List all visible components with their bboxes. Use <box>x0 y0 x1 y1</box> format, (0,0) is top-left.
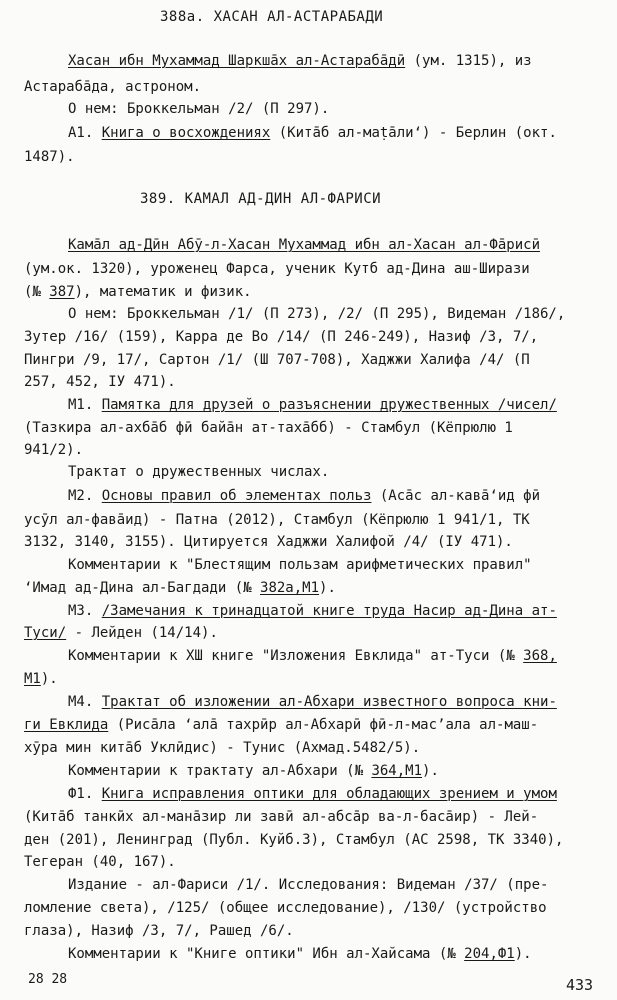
text-line: М1). <box>24 671 58 687</box>
text-line: ден (201), Ленинград (Публ. Куйб.3), Стамбул (АС 2598, ТК 3340), <box>24 832 564 848</box>
text-line: Кама̄л ад-Дӣн Абӯ-л-Хасан Мухаммад ибн ал-Хасан ал-Фа̄рисӣ <box>68 237 541 253</box>
text-line: Комментарии к "Блестящим пользам арифметических правил" <box>68 557 532 573</box>
text-line: Трактат о дружественных числах. <box>68 464 330 480</box>
text-line: глаза), Назиф /3, 7/, Рашед /6/. <box>24 923 294 939</box>
text-line: Хасан ибн Мухаммад Шаркша̄х ал-Астараба̄дӣ (ум. 1315), из <box>68 53 532 69</box>
text-line: М3. /Замечания к тринадцатой книге труда Насир ад-Дина ат- <box>68 603 557 619</box>
text-line: хӯра мин кита̄б Уклӣдис) - Тунис (Ахмад.5482/5). <box>24 740 421 756</box>
text-line: 1487). <box>24 149 75 165</box>
text-line: 941/2). <box>24 442 84 458</box>
page-code: 28 28 <box>28 972 68 987</box>
text-line: М2. Основы правил об элементах польз (Аса̄с ал-кава̄ʻид фӣ <box>68 488 541 504</box>
text-line: Пингри /9, 17/, Сартон /1/ (Ш 707-708), Хаджжи Халифа /4/ (П <box>24 352 530 368</box>
text-line: (Тазкира ал-ахба̄б фӣ байа̄н ат-таха̄бб) - Стамбул (Кёпрюлю 1 <box>24 420 513 436</box>
text-line: (Кита̄б танкӣх ал-мана̄зир ли завӣ ал-абса̄р ва-л-баса̄ир) - Лей- <box>24 809 539 825</box>
text-line: О нем: Броккельман /1/ (П 273), /2/ (П 295), Видеман /186/, <box>68 306 566 322</box>
section-389-heading: 389. КАМАЛ АД-ДИН АЛ-ФАРИСИ <box>140 191 382 207</box>
text-line: Туси/ - Лейден (14/14). <box>24 625 218 641</box>
text-line: (№ 387), математик и физик. <box>24 284 252 300</box>
text-line: О нем: Броккельман /2/ (П 297). <box>68 101 330 117</box>
text-line: ʻИмад ад-Дина ал-Багдади (№ 382а,М1). <box>24 580 336 596</box>
text-line: М1. Памятка для друзей о разъяснении дружественных /чисел/ <box>68 397 557 413</box>
text-line: Комментарии к "Книге оптики" Ибн ал-Хайсама (№ 204,Ф1). <box>68 946 532 962</box>
text-line: Издание - ал-Фариси /1/. Исследования: Видеман /37/ (пре- <box>68 877 549 893</box>
text-line: ломление света), /125/ (общее исследование), /130/ (устройство <box>24 900 547 916</box>
text-line: Зутер /16/ (159), Карра де Во /14/ (П 246-249), Назиф /3, 7/, <box>24 329 539 345</box>
text-line: ги Евклида (Риса̄ла ʻала̄ тахрӣр ал-Абхарӣ фӣ-л-масʼала ал-маш- <box>24 717 539 733</box>
text-line: Астараба̄да, астроном. <box>24 79 202 95</box>
text-line: 257, 452, IУ 471). <box>24 374 176 390</box>
text-line: Тегеран (40, 167). <box>24 854 176 870</box>
section-388a-heading: 388а. ХАСАН АЛ-АСТАРАБАДИ <box>160 9 384 25</box>
text-line: А1. Книга о восхождениях (Кита̄б ал-маṭа̄лиʻ) - Берлин (окт. <box>68 125 557 141</box>
text-line: усӯл ал-фава̄ид) - Патна (2012), Стамбул (Кёпрюлю 1 941/1, ТК <box>24 512 530 528</box>
page-number: 433 <box>566 976 594 994</box>
text-line: Комментарии к трактату ал-Абхари (№ 364,М1). <box>68 763 439 779</box>
text-line: М4. Трактат об изложении ал-Абхари известного вопроса кни- <box>68 694 557 710</box>
text-line: Ф1. Книга исправления оптики для обладающих зрением и умом <box>68 786 557 802</box>
text-line: Комментарии к XШ книге "Изложения Евклида" ат-Туси (№ 368, <box>68 648 557 664</box>
text-line: (ум.ок. 1320), уроженец Фарса, ученик Кутб ад-Дина аш-Ширази <box>24 261 530 277</box>
text-line: 3132, 3140, 3155). Цитируется Хаджжи Халифой /4/ (IУ 471). <box>24 534 513 550</box>
